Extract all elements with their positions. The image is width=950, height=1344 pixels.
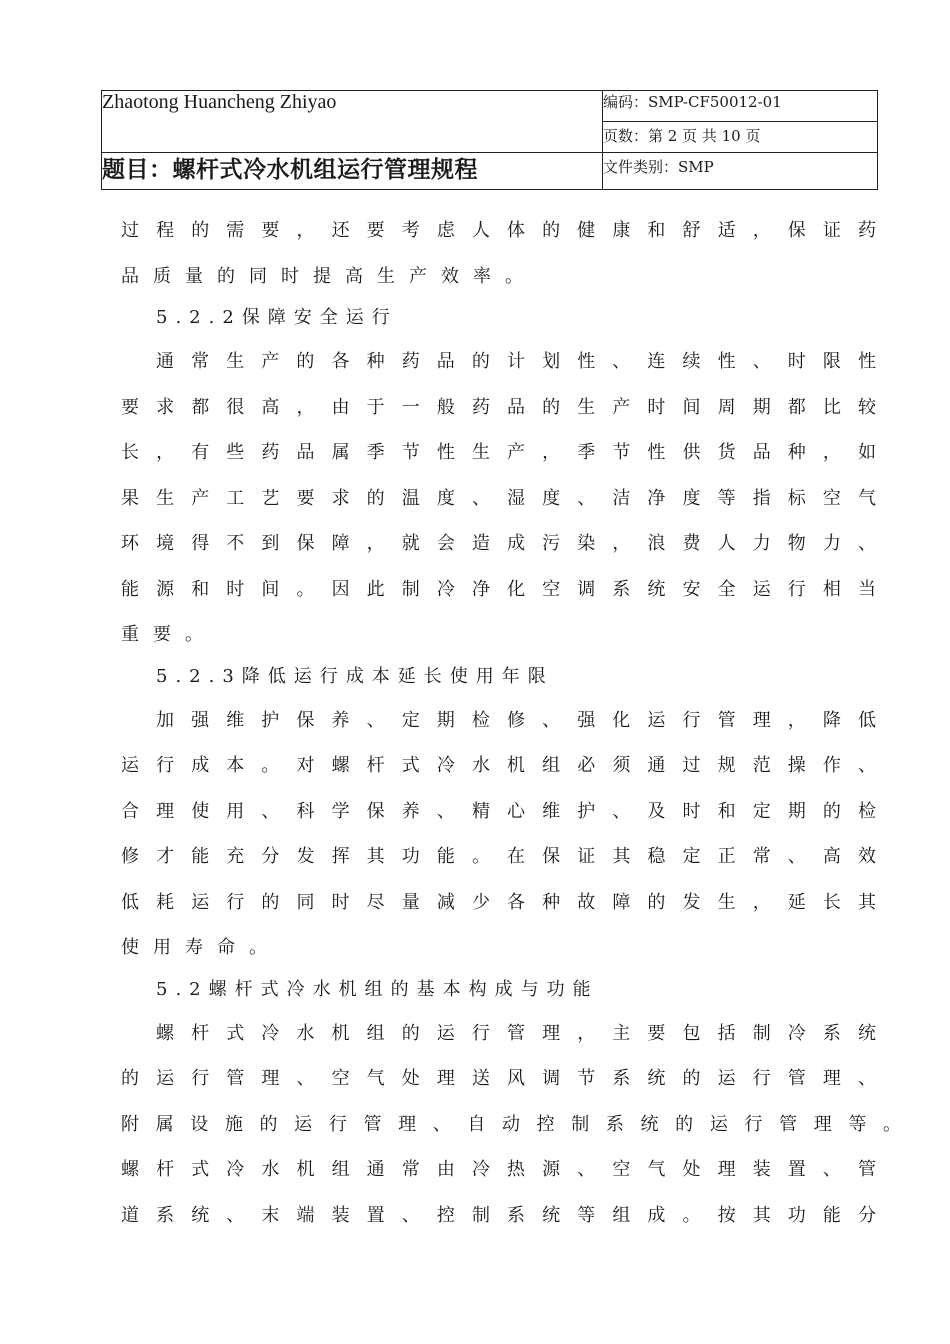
- body-line: 要 求 都 很 高 ， 由 于 一 般 药 品 的 生 产 时 间 周 期 都 比 较: [121, 396, 876, 418]
- section-heading: 5.2螺杆式冷水机组的基本构成与功能: [156, 978, 599, 1000]
- body-line: 合 理 使 用 、 科 学 保 养 、 精 心 维 护 、 及 时 和 定 期 的 检: [121, 800, 876, 822]
- body-line: 运 行 成 本 。 对 螺 杆 式 冷 水 机 组 必 须 通 过 规 范 操 作 、: [121, 755, 876, 776]
- body-line: 螺 杆 式 冷 水 机 组 通 常 由 冷 热 源 、 空 气 处 理 装 置 、 管: [121, 1159, 876, 1180]
- body-line: 能 源 和 时 间 。 因 此 制 冷 净 化 空 调 系 统 安 全 运 行 相 当: [121, 578, 876, 600]
- body-line: 修 才 能 充 分 发 挥 其 功 能 。 在 保 证 其 稳 定 正 常 、 高 效: [121, 846, 876, 867]
- body-line: 重要。: [121, 624, 217, 645]
- body-line: 环 境 得 不 到 保 障 ， 就 会 造 成 污 染 ， 浪 费 人 力 物 力 、: [121, 533, 876, 554]
- document-header: [101, 90, 878, 190]
- body-line: 品质量的同时提高生产效率。: [121, 265, 537, 287]
- document-category: 文件类别：SMP: [603, 153, 878, 190]
- body-line: 加 强 维 护 保 养 、 定 期 检 修 、 强 化 运 行 管 理 ， 降 低: [156, 709, 876, 731]
- section-heading: 5.2.3降低运行成本延长使用年限: [156, 665, 554, 687]
- body-line: 螺 杆 式 冷 水 机 组 的 运 行 管 理 ， 主 要 包 括 制 冷 系 统: [156, 1022, 876, 1044]
- body-line: 的 运 行 管 理 、 空 气 处 理 送 风 调 节 系 统 的 运 行 管 理 、: [121, 1068, 876, 1089]
- page-count: 页数：第 2 页 共 10 页: [603, 122, 878, 153]
- company-name: Zhaotong Huancheng Zhiyao: [102, 91, 603, 153]
- document-body: [121, 212, 901, 1242]
- body-line: 低 耗 运 行 的 同 时 尽 量 减 少 各 种 故 障 的 发 生 ， 延 长 其: [121, 891, 876, 913]
- section-heading: 5.2.2保障安全运行: [156, 307, 398, 328]
- body-line: 附 属 设 施 的 运 行 管 理 、 自 动 控 制 系 统 的 运 行 管 理 等 。: [121, 1113, 901, 1135]
- document-title: 题目：螺杆式冷水机组运行管理规程: [102, 153, 603, 190]
- body-line: 道 系 统 、 末 端 装 置 、 控 制 系 统 等 组 成 。 按 其 功 能 分: [121, 1204, 876, 1226]
- body-line: 使用寿命。: [121, 937, 281, 958]
- body-line: 通 常 生 产 的 各 种 药 品 的 计 划 性 、 连 续 性 、 时 限 性: [156, 351, 876, 372]
- body-line: 长 ， 有 些 药 品 属 季 节 性 生 产 ， 季 节 性 供 货 品 种 ， 如: [121, 442, 876, 463]
- body-line: 果 生 产 工 艺 要 求 的 温 度 、 湿 度 、 洁 净 度 等 指 标 空 气: [121, 487, 876, 509]
- body-line: 过 程 的 需 要 ， 还 要 考 虑 人 体 的 健 康 和 舒 适 ， 保 证 药: [121, 220, 876, 241]
- document-code: 编码：SMP-CF50012-01: [603, 91, 878, 122]
